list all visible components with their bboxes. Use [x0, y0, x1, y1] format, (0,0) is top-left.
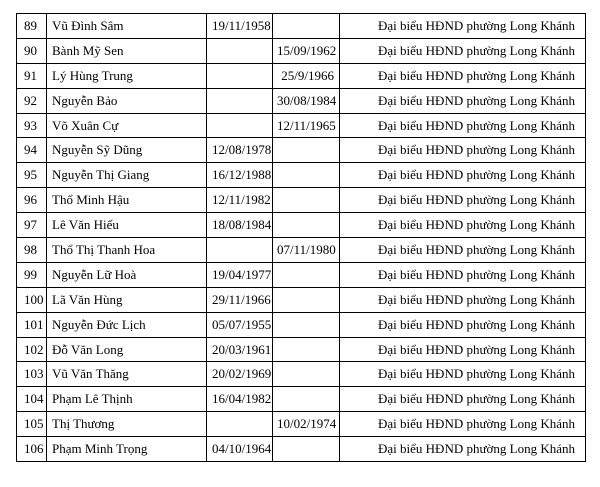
birth-date-male: [207, 63, 273, 88]
table-row: [17, 188, 586, 213]
row-number: 99: [17, 262, 47, 287]
birth-date-female: 15/09/1962: [273, 38, 340, 63]
delegate-position: Đại biểu HĐND phường Long Khánh: [340, 412, 586, 437]
birth-date-male: 16/12/1988: [207, 163, 273, 188]
table-row: [17, 138, 586, 163]
delegate-table-body: [17, 14, 586, 462]
delegate-name: Vũ Văn Thăng: [47, 362, 207, 387]
table-row: [17, 63, 586, 88]
birth-date-male: 05/07/1955: [207, 312, 273, 337]
delegate-position: Đại biểu HĐND phường Long Khánh: [340, 88, 586, 113]
table-row: [17, 238, 586, 263]
delegate-position: Đại biểu HĐND phường Long Khánh: [340, 163, 586, 188]
table-row: [17, 38, 586, 63]
row-number: 95: [17, 163, 47, 188]
birth-date-female: [273, 437, 340, 462]
delegate-table: [16, 13, 586, 462]
table-row: [17, 437, 586, 462]
delegate-name: Thổ Thị Thanh Hoa: [47, 238, 207, 263]
delegate-name: Nguyễn Bảo: [47, 88, 207, 113]
table-row: [17, 163, 586, 188]
birth-date-female: [273, 287, 340, 312]
birth-date-male: 04/10/1964: [207, 437, 273, 462]
table-row: [17, 113, 586, 138]
table-row: [17, 387, 586, 412]
delegate-position: Đại biểu HĐND phường Long Khánh: [340, 362, 586, 387]
birth-date-male: 16/04/1982: [207, 387, 273, 412]
delegate-position: Đại biểu HĐND phường Long Khánh: [340, 287, 586, 312]
delegate-position: Đại biểu HĐND phường Long Khánh: [340, 312, 586, 337]
delegate-position: Đại biểu HĐND phường Long Khánh: [340, 213, 586, 238]
delegate-position: Đại biểu HĐND phường Long Khánh: [340, 188, 586, 213]
birth-date-female: [273, 213, 340, 238]
delegate-position: Đại biểu HĐND phường Long Khánh: [340, 238, 586, 263]
birth-date-male: [207, 88, 273, 113]
row-number: 89: [17, 14, 47, 39]
table-row: [17, 213, 586, 238]
delegate-position: Đại biểu HĐND phường Long Khánh: [340, 14, 586, 39]
birth-date-male: 18/08/1984: [207, 213, 273, 238]
row-number: 90: [17, 38, 47, 63]
table-row: [17, 337, 586, 362]
row-number: 103: [17, 362, 47, 387]
delegate-name: Nguyễn Sỹ Dũng: [47, 138, 207, 163]
delegate-name: Lã Văn Hùng: [47, 287, 207, 312]
delegate-name: Phạm Minh Trọng: [47, 437, 207, 462]
birth-date-female: [273, 188, 340, 213]
table-row: [17, 88, 586, 113]
birth-date-female: [273, 337, 340, 362]
row-number: 106: [17, 437, 47, 462]
delegate-name: Nguyễn Lữ Hoà: [47, 262, 207, 287]
row-number: 105: [17, 412, 47, 437]
birth-date-female: [273, 362, 340, 387]
birth-date-male: [207, 412, 273, 437]
delegate-name: Thị Thương: [47, 412, 207, 437]
table-row: [17, 287, 586, 312]
row-number: 93: [17, 113, 47, 138]
delegate-name: Vũ Đình Sâm: [47, 14, 207, 39]
row-number: 100: [17, 287, 47, 312]
delegate-name: Nguyễn Đức Lịch: [47, 312, 207, 337]
delegate-name: Bành Mỹ Sen: [47, 38, 207, 63]
birth-date-female: [273, 14, 340, 39]
birth-date-female: [273, 312, 340, 337]
birth-date-male: 12/11/1982: [207, 188, 273, 213]
birth-date-male: [207, 238, 273, 263]
birth-date-male: 19/04/1977: [207, 262, 273, 287]
delegate-name: Phạm Lê Thịnh: [47, 387, 207, 412]
row-number: 94: [17, 138, 47, 163]
table-row: [17, 412, 586, 437]
row-number: 92: [17, 88, 47, 113]
birth-date-male: 20/02/1969: [207, 362, 273, 387]
birth-date-male: 20/03/1961: [207, 337, 273, 362]
row-number: 101: [17, 312, 47, 337]
delegate-name: Võ Xuân Cự: [47, 113, 207, 138]
birth-date-male: [207, 38, 273, 63]
delegate-position: Đại biểu HĐND phường Long Khánh: [340, 262, 586, 287]
birth-date-female: 07/11/1980: [273, 238, 340, 263]
delegate-name: Lý Hùng Trung: [47, 63, 207, 88]
row-number: 102: [17, 337, 47, 362]
birth-date-female: 10/02/1974: [273, 412, 340, 437]
row-number: 91: [17, 63, 47, 88]
row-number: 104: [17, 387, 47, 412]
row-number: 97: [17, 213, 47, 238]
table-row: [17, 14, 586, 39]
table-row: [17, 262, 586, 287]
birth-date-male: [207, 113, 273, 138]
birth-date-female: [273, 387, 340, 412]
birth-date-male: 29/11/1966: [207, 287, 273, 312]
table-row: [17, 312, 586, 337]
birth-date-female: [273, 262, 340, 287]
delegate-position: Đại biểu HĐND phường Long Khánh: [340, 38, 586, 63]
delegate-name: Đỗ Văn Long: [47, 337, 207, 362]
delegate-position: Đại biểu HĐND phường Long Khánh: [340, 63, 586, 88]
birth-date-male: 12/08/1978: [207, 138, 273, 163]
birth-date-female: 30/08/1984: [273, 88, 340, 113]
delegate-name: Lê Văn Hiếu: [47, 213, 207, 238]
delegate-position: Đại biểu HĐND phường Long Khánh: [340, 337, 586, 362]
birth-date-female: 25/9/1966: [273, 63, 340, 88]
birth-date-female: [273, 163, 340, 188]
delegate-name: Nguyễn Thị Giang: [47, 163, 207, 188]
delegate-position: Đại biểu HĐND phường Long Khánh: [340, 387, 586, 412]
birth-date-male: 19/11/1958: [207, 14, 273, 39]
row-number: 98: [17, 238, 47, 263]
delegate-position: Đại biểu HĐND phường Long Khánh: [340, 437, 586, 462]
delegate-name: Thổ Minh Hậu: [47, 188, 207, 213]
delegate-position: Đại biểu HĐND phường Long Khánh: [340, 138, 586, 163]
delegate-position: Đại biểu HĐND phường Long Khánh: [340, 113, 586, 138]
row-number: 96: [17, 188, 47, 213]
birth-date-female: [273, 138, 340, 163]
birth-date-female: 12/11/1965: [273, 113, 340, 138]
table-row: [17, 362, 586, 387]
